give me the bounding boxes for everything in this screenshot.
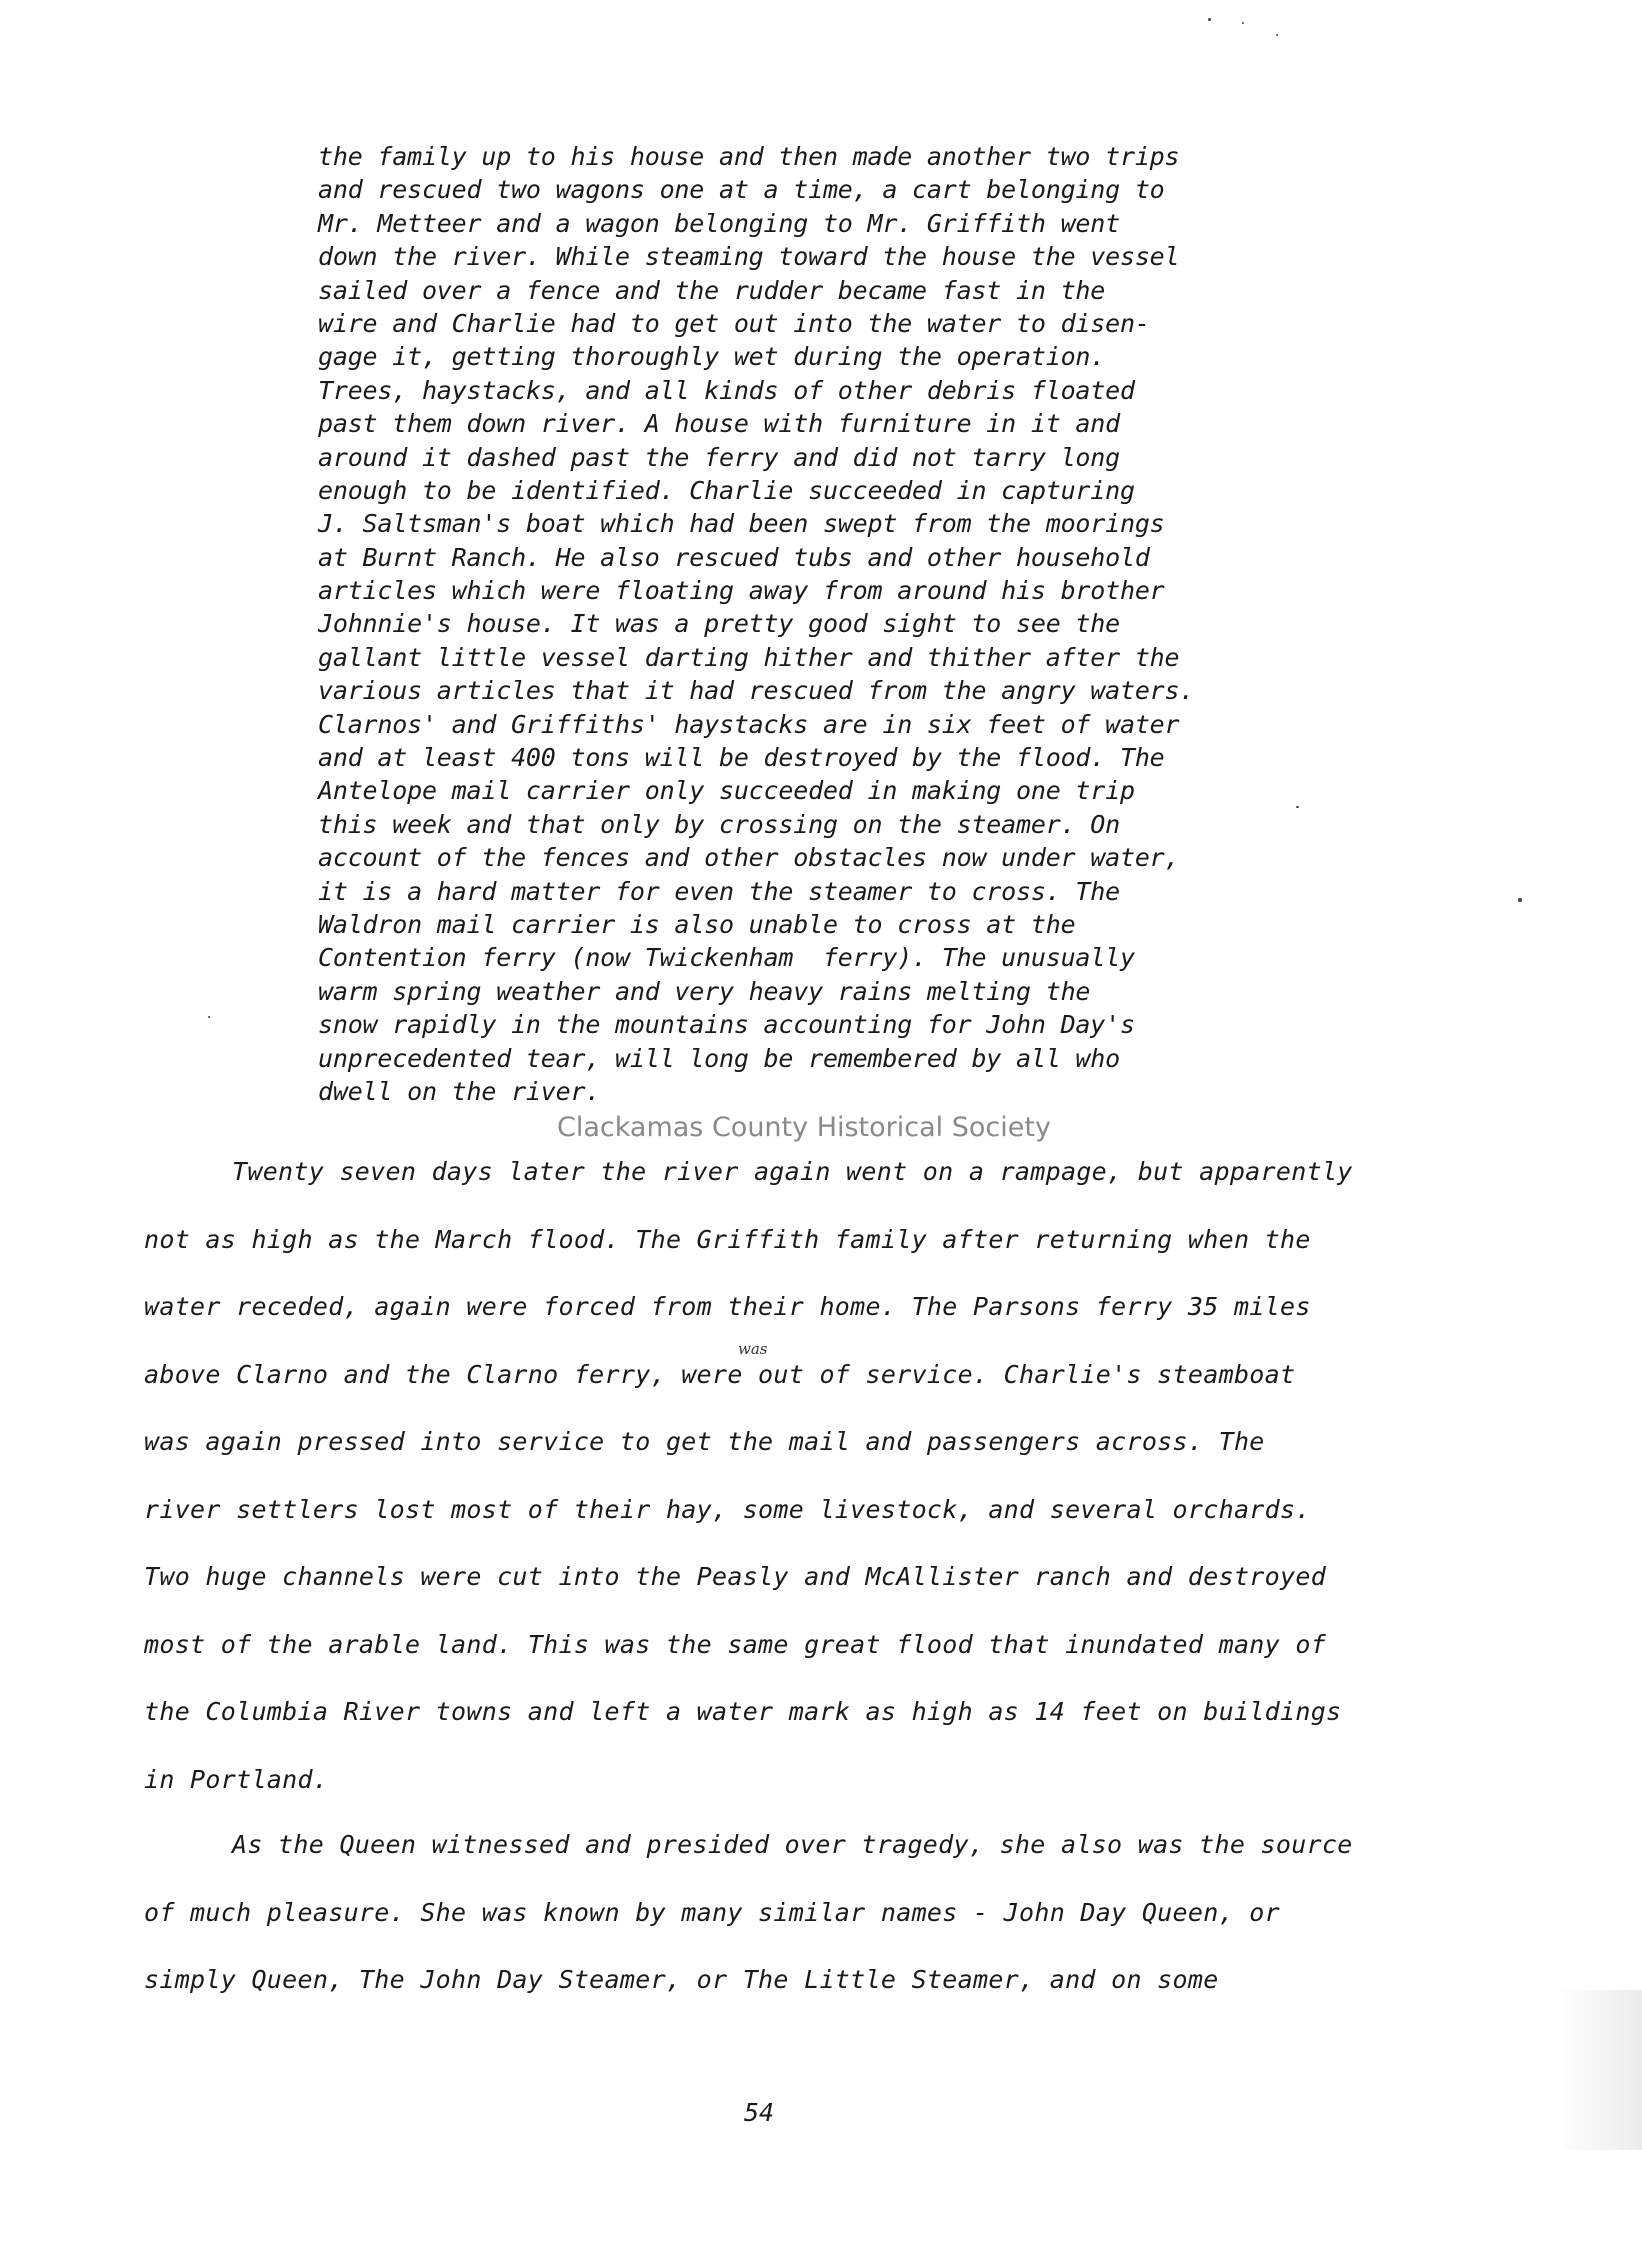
quote-line: gallant little vessel darting hither and thither after the [318,642,1180,672]
body-line: was again pressed into service to get the mail and passengers across. The [144,1427,1265,1456]
quote-line: Mr. Metteer and a wagon belonging to Mr. Griffith went [318,208,1120,238]
body-line: most of the arable land. This was the same great flood that inundated many of [144,1629,1327,1659]
quote-line: Waldron mail carrier is also unable to cross at the [318,909,1076,939]
quote-line: this week and that only by crossing on the steamer. On [318,809,1120,839]
quote-line: it is a hard matter for even the steamer to cross. The [318,876,1120,906]
quote-line: and rescued two wagons one at a time, a cart belonging to [318,175,1165,205]
body-line: above Clarno and the Clarno ferry, were out of service. Charlie's steamboat [144,1359,1296,1389]
body-paragraph [144,1138,1484,1813]
body-line: of much pleasure. She was known by many similar names - John Day Queen, or [144,1897,1280,1927]
quote-line: the family up to his house and then made another two trips [318,142,1180,171]
scan-edge-shadow [1556,1990,1642,2150]
scan-speck [1296,806,1299,808]
quote-line: sailed over a fence and the rudder became fast in the [318,275,1106,305]
body-line: water receded, again were forced from their home. The Parsons ferry 35 miles [144,1292,1311,1321]
scan-speck [208,1016,210,1018]
quote-line: dwell on the river. [318,1076,601,1106]
quote-line: gage it, getting thoroughly wet during the operation. [318,342,1106,372]
scan-speck [1208,18,1211,21]
quote-line: past them down river. A house with furniture in it and [318,409,1120,439]
body-line: not as high as the March flood. The Griffith family after returning when the [144,1224,1311,1254]
quote-line: articles which were floating away from around his brother [318,576,1165,606]
quote-line: and at least 400 tons will be destroyed by the flood. The [318,743,1165,773]
quote-line: at Burnt Ranch. He also rescued tubs and other household [318,542,1150,572]
body-line: Two huge channels were cut into the Peasly and McAllister ranch and destroyed [144,1562,1327,1591]
quote-line: warm spring weather and very heavy rains melting the [318,976,1091,1006]
quote-line: J. Saltsman's boat which had been swept from the moorings [318,509,1165,539]
scan-speck [1518,898,1522,902]
quote-line: enough to be identified. Charlie succeeded in capturing [318,475,1135,505]
quote-line: Clarnos' and Griffiths' haystacks are in six feet of water [318,709,1180,739]
quote-line: account of the fences and other obstacles now under water, [318,843,1180,873]
block-quote [318,140,1318,1108]
body-line: the Columbia River towns and left a water mark as high as 14 feet on buildings [144,1697,1342,1726]
body-line: As the Queen witnessed and presided over tragedy, she also was the source [232,1830,1353,1859]
quote-line: unprecedented tear, will long be remembered by all who [318,1043,1120,1073]
body-line: river settlers lost most of their hay, some livestock, and several orchards. [144,1494,1311,1524]
handwritten-annotation: was [738,1340,768,1358]
body-line: Twenty seven days later the river again went on a rampage, but apparently [232,1157,1353,1186]
quote-line: various articles that it had rescued from the angry waters. [318,676,1195,706]
quote-line: Contention ferry (now Twickenham ferry). The unusually [318,943,1135,973]
body-line: in Portland. [144,1764,329,1794]
body-line: simply Queen, The John Day Steamer, or The Little Steamer, and on some [144,1965,1219,1994]
quote-line: Trees, haystacks, and all kinds of other debris floated [318,375,1135,405]
scan-speck [1276,34,1278,36]
quote-line: Antelope mail carrier only succeeded in making one trip [318,776,1135,806]
quote-line: around it dashed past the ferry and did not tarry long [318,442,1120,472]
quote-line: down the river. While steaming toward the house the vessel [318,242,1180,272]
body-paragraph [144,1811,1484,2014]
watermark: Clackamas County Historical Society [557,1112,1051,1143]
quote-line: wire and Charlie had to get out into the water to disen- [318,308,1150,338]
page-number: 54 [744,2098,775,2127]
quote-line: snow rapidly in the mountains accounting for John Day's [318,1010,1135,1040]
quote-line: Johnnie's house. It was a pretty good sight to see the [318,609,1120,639]
scan-speck [1242,22,1244,24]
